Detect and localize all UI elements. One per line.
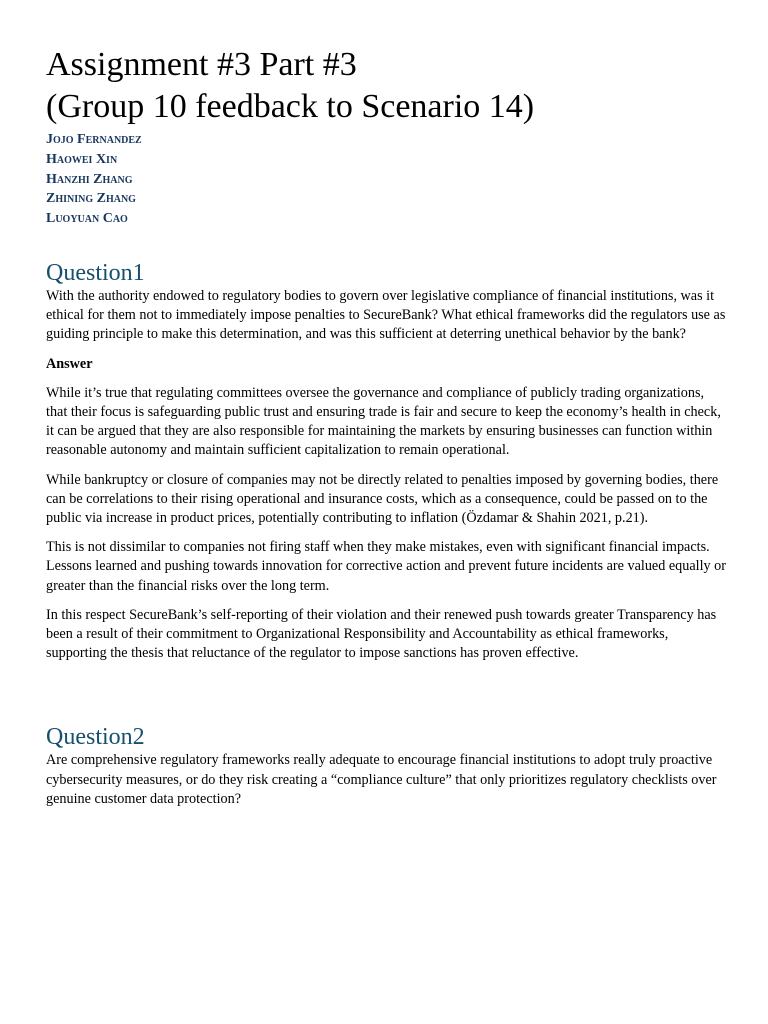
- author-name: Luoyuan Cao: [46, 211, 128, 227]
- question1-text: With the authority endowed to regulatory bodies to govern over legislative compliance of financial institutions, was it ethical for them not to immediately impose penalties to SecureBank? What ethical frameworks did the regulators use as guiding principle to make this determination, and was this sufficient at deterring unethical behavior by the bank?: [46, 287, 726, 343]
- author-name: Jojo Fernandez: [46, 132, 142, 147]
- answer-paragraph-3: This is not dissimilar to companies not firing staff when they make mistakes, even with significant financial impacts. Lessons learned and pushing towards innovation for corrective action and prevent future incidents are valued equally or greater than the financial risks over the long term.: [46, 539, 726, 594]
- author-list: [46, 130, 726, 229]
- author-name: Haowei Xin: [46, 151, 118, 167]
- answer-paragraph-2: While bankruptcy or closure of companies may not be directly related to penalties imposed by governing bodies, there can be correlations to their rising operational and insurance costs, which as a consequence, could be passed on to the public via increase in product prices, potentially contributing to inflation (Özdamar & Shahin 2021, p.21).: [46, 471, 719, 527]
- answer-paragraph-1: While it’s true that regulating committees oversee the governance and compliance of publicly trading organizations, that their focus is safeguarding public trust and ensuring trade is fair and secure to keep the economy’s health in check, it can be argued that they are also responsible for maintaining the markets by ensuring businesses can function within reasonable autonomy and maintain sufficient capitalization to remain operational.: [46, 384, 721, 459]
- document-page: [46, 44, 726, 809]
- question1-heading: Question1: [46, 259, 145, 286]
- author-name: Zhining Zhang: [46, 191, 136, 207]
- answer-label: Answer: [46, 355, 93, 372]
- question2-section: [46, 723, 726, 809]
- document-title-line-2: (Group 10 feedback to Scenario 14): [46, 88, 535, 125]
- question1-section: [46, 259, 726, 663]
- question2-heading: Question2: [46, 724, 145, 751]
- document-title-line-1: Assignment #3 Part #3: [46, 46, 357, 83]
- question2-text: Are comprehensive regulatory frameworks really adequate to encourage financial institutions to adopt truly proactive cybersecurity measures, or do they risk creating a “compliance culture” that only prioritizes regulatory checklists over genuine customer data protection?: [46, 752, 717, 807]
- answer-paragraph-4: In this respect SecureBank’s self-reporting of their violation and their renewed push towards greater Transparency has been a result of their commitment to Organizational Responsibility and Accountability as ethical frameworks, supporting the thesis that reluctance of the regulator to impose sanctions has proven effective.: [46, 606, 717, 662]
- author-name: Hanzhi Zhang: [46, 171, 133, 187]
